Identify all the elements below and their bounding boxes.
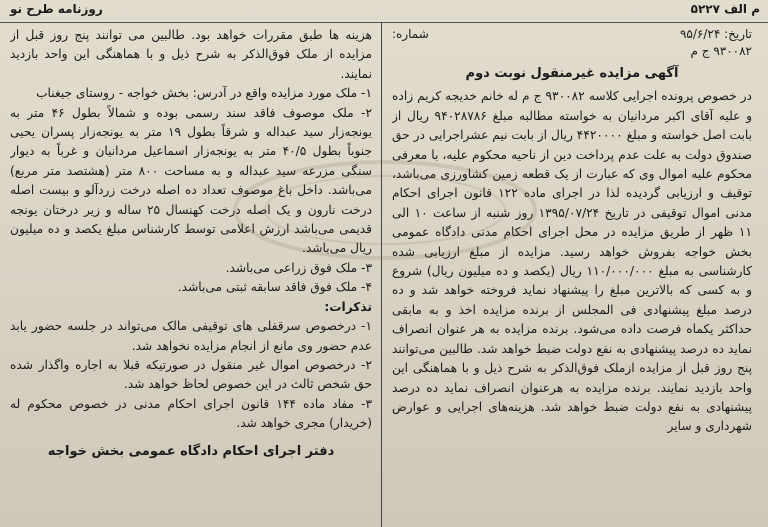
note-item-2: ۲- درخصوص اموال غیر منقول در صورتیکه قبلا به اجاره واگذار شده حق شخص ثالث در این خصوص لحاظ خواهد شد.	[10, 357, 372, 392]
clipping-header	[0, 0, 768, 23]
property-item-2: ۲- ملک موصوف فاقد سند رسمی بوده و شمالاً بطول ۴۶ متر به یونجه‌زار سید عبداله و شرقاً بطول ۱۹ متر به یونجه‌زار پسران یحیی جنوباً بطول ۴۰/۵ متر به یونجه‌زار اسماعیل مردانیان و غرباً به دیوار سنگی مزرعه سید عبداله و به مساحت ۸۰۰ متر (هشتصد متر مربع) می‌باشد. داخل باغ موصوف تعداد ده اصله درخت زردآلو و بیست اصله درخت نارون و یک اصله درخت کهنسال ۲۵ ساله و زیر درختان یونجه قدیمی می‌باشد ارزش اعلامی توسط کارشناس مبلغ یکصد و ده میلیون ریال می‌باشد.	[10, 105, 372, 256]
meta-row-2	[392, 43, 752, 60]
office-signature: دفتر اجرای احکام دادگاه عمومی بخش خواجه	[47, 443, 335, 459]
ad-body: در خصوص پرونده اجرایی کلاسه ۹۳۰۰۸۲ ج م له خانم خدیجه کریم زاده و علیه آقای اکبر مردانیان به خواسته مطالبه مبلغ ۹۴۰۲۸۷۸۶ ریال از بابت اصل خواسته و مبلغ ۴۴۲۰۰۰۰ ریال از بابت نیم عشراجرایی در حق صندوق دولت به علت عدم پرداخت دین از ناحیه محکوم علیه، با معرفی محکوم علیه اموال وی که عبارت از یک قطعه زمین کشاورزی می‌باشد، توقیف و ارزیابی گردیده لذا در اجرای ماده ۱۲۲ قانون اجرای احکام مدنی اموال توقیفی در تاریخ ۱۳۹۵/۰۷/۲۴ روز شنبه از ساعت ۱۰ الی ۱۱ ظهر از طریق مزایده در محل اجرای احکام مدنی دادگاه عمومی بخش خواجه بفروش خواهد رسید. مزایده از مبلغ ارزیابی شده کارشناسی به مبلغ ۱۱۰/۰۰۰/۰۰۰ ریال (یکصد و ده میلیون ریال) شروع و به کسی که بالاترین مبلغ را پیشنهاد نماید فروخته خواهد شد و ده درصد مبلغ پیشنهادی فی المجلس از برنده مزایده اخذ و به مابقی حداکثر یکماه فرصت داده می‌شود. برنده مزایده به هر عنوان انصراف نماید ده درصد پیشنهادی به نفع دولت ضبط خواهد شد. طالبین می‌توانند پنج روز قبل از مزایده ازملک فوق‌الذکر به شرح ذیل و با هماهنگی این واحد بازدید نمایند. برنده مزایده به هرعنوان انصراف نماید ده درصد پیشنهادی به نفع دولت ضبط خواهد شد. هزینه‌های اجرایی و عوارض شهرداری و سایر	[392, 89, 752, 434]
ad-code: م الف ۵۲۲۷	[690, 2, 760, 16]
note-item-3: ۳- مفاد ماده ۱۴۴ قانون اجرای احکام مدنی در خصوص محکوم له (خریدار) مجری خواهد شد.	[10, 396, 372, 431]
column-divider	[381, 22, 382, 527]
property-item-4: ۴- ملک فوق فاقد سابقه ثبتی می‌باشد.	[177, 280, 372, 295]
left-column	[10, 26, 372, 519]
property-item-1: ۱- ملک مورد مزایده واقع در آدرس: بخش خواجه - روستای جیغناب	[36, 86, 372, 101]
property-item-3: ۳- ملک فوق زراعی می‌باشد.	[225, 260, 372, 275]
number-label: شماره:	[392, 27, 429, 41]
right-column	[392, 26, 752, 519]
notes-title: تذکرات:	[324, 299, 372, 314]
case-ref: ۹۳۰۰۸۲ ج م	[690, 44, 752, 58]
ad-continuation: هزینه ها طبق مقررات خواهد بود. طالبین می توانند پنج روز قبل از مزایده از ملک فوق‌الذکر به شرح ذیل و با هماهنگی این واحد بازدید نمایند.	[10, 28, 372, 81]
newspaper-name: روزنامه طرح نو	[10, 2, 103, 16]
meta-row	[392, 26, 752, 43]
note-item-1: ۱- درخصوص سرقفلی های توقیفی مالک می‌تواند در جلسه حضور یابد عدم حضور وی مانع از انجام مزایده نخواهد شد.	[10, 319, 372, 353]
ad-date: تاریخ: ۹۵/۶/۲۴	[679, 27, 752, 41]
ad-title: آگهی مزایده غیرمنقول نوبت دوم	[465, 66, 679, 81]
